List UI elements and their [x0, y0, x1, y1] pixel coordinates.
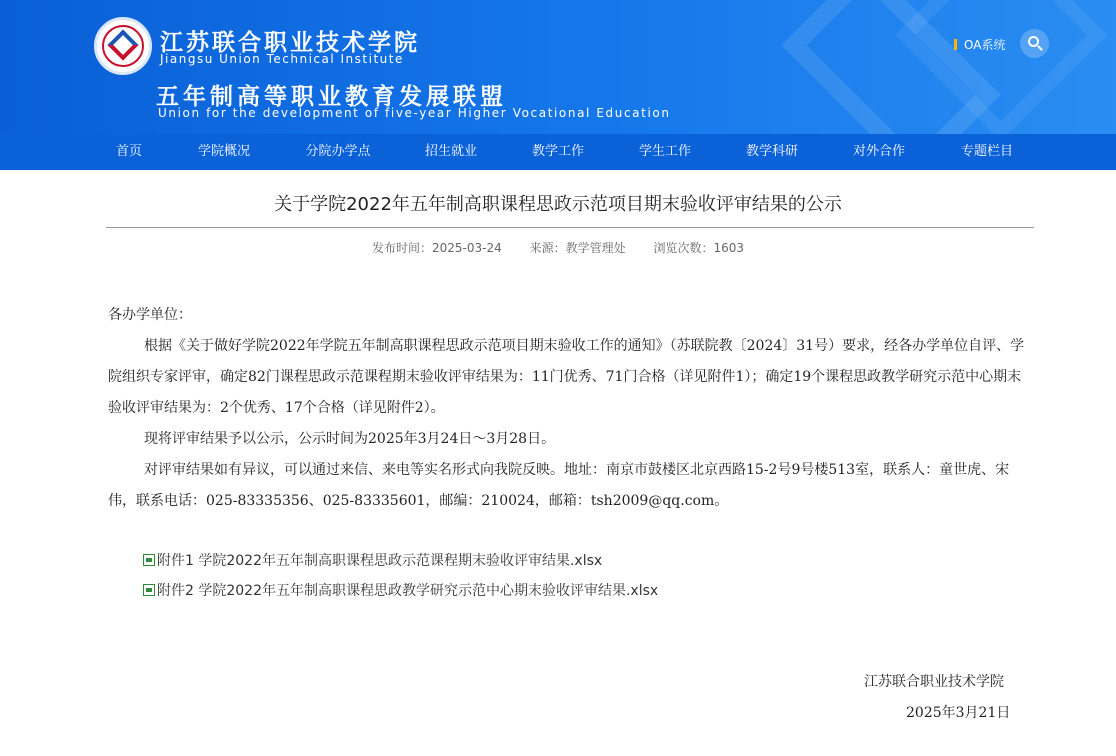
nav-item-admissions[interactable]: 招生就业 [424, 144, 478, 159]
attachment-label: 附件2 学院2022年五年制高职课程思政教学研究示范中心期末验收评审结果.xlsx [157, 583, 659, 599]
source: 来源：教学管理处 [529, 241, 626, 255]
article-body [108, 300, 1028, 517]
search-button[interactable] [1020, 29, 1049, 58]
main-nav [0, 134, 1116, 170]
nav-item-branches[interactable]: 分院办学点 [305, 144, 371, 159]
excel-file-icon [143, 554, 155, 566]
body-paragraph: 现将评审结果予以公示，公示时间为2025年3月24日～3月28日。 [144, 431, 556, 447]
search-icon-handle [1037, 45, 1043, 51]
excel-file-icon [143, 584, 155, 596]
school-name-cn: 江苏联合职业技术学院 [160, 29, 420, 56]
view-count: 浏览次数：1603 [653, 241, 744, 255]
alliance-name-en: Union for the development of five-year Higher Vocational Education [158, 106, 671, 120]
attachment-link-2[interactable] [143, 580, 658, 600]
school-name-en: Jiangsu Union Technical Institute [160, 52, 404, 66]
nav-item-topics[interactable]: 专题栏目 [960, 144, 1014, 159]
nav-item-home[interactable]: 首页 [115, 144, 143, 159]
attachment-label: 附件1 学院2022年五年制高职课程思政示范课程期末验收评审结果.xlsx [157, 553, 603, 569]
signature-date: 2025年3月21日 [906, 705, 1011, 721]
salutation: 各办学单位： [108, 307, 192, 323]
oa-label: OA系统 [964, 38, 1006, 52]
body-paragraph: 根据《关于做好学院2022年学院五年制高职课程思政示范项目期末验收工作的通知》（苏联院教〔2024〕31号）要求，经各办学单位自评、学院组织专家评审，确定82门课程思政示范课程期末验收评审结果为：11门优秀、71门合格（详见附件1）；确定19个课程思政教学研究示范中心期末验收评审结果为：2个优秀、17个合格（详见附件2）。 [108, 338, 1025, 416]
nav-item-cooperation[interactable]: 对外合作 [852, 144, 906, 159]
article-title: 关于学院2022年五年制高职课程思政示范项目期末验收评审结果的公示 [274, 194, 842, 215]
signature-organization: 江苏联合职业技术学院 [864, 674, 1004, 690]
publish-date: 发布时间：2025-03-24 [371, 241, 502, 255]
nav-item-about[interactable]: 学院概况 [197, 144, 251, 159]
body-paragraph: 对评审结果如有异议，可以通过来信、来电等实名形式向我院反映。地址：南京市鼓楼区北京西路15-2号9号楼513室，联系人：童世虎、宋伟，联系电话：025-83335356、025-83335601，邮编：210024，邮箱：tsh2009@qq.com。 [108, 462, 1010, 509]
title-divider [106, 227, 1034, 228]
nav-item-research[interactable]: 教学科研 [745, 144, 799, 159]
article-meta [0, 239, 1116, 256]
site-header [0, 0, 1116, 134]
attachment-link-1[interactable] [143, 550, 602, 570]
oa-system-link[interactable] [954, 36, 1005, 53]
nav-item-students[interactable]: 学生工作 [638, 144, 692, 159]
nav-item-teaching[interactable]: 教学工作 [531, 144, 585, 159]
alliance-name-cn: 五年制高等职业教育发展联盟 [156, 83, 507, 110]
school-logo[interactable] [94, 17, 152, 75]
oa-marker [954, 39, 957, 50]
